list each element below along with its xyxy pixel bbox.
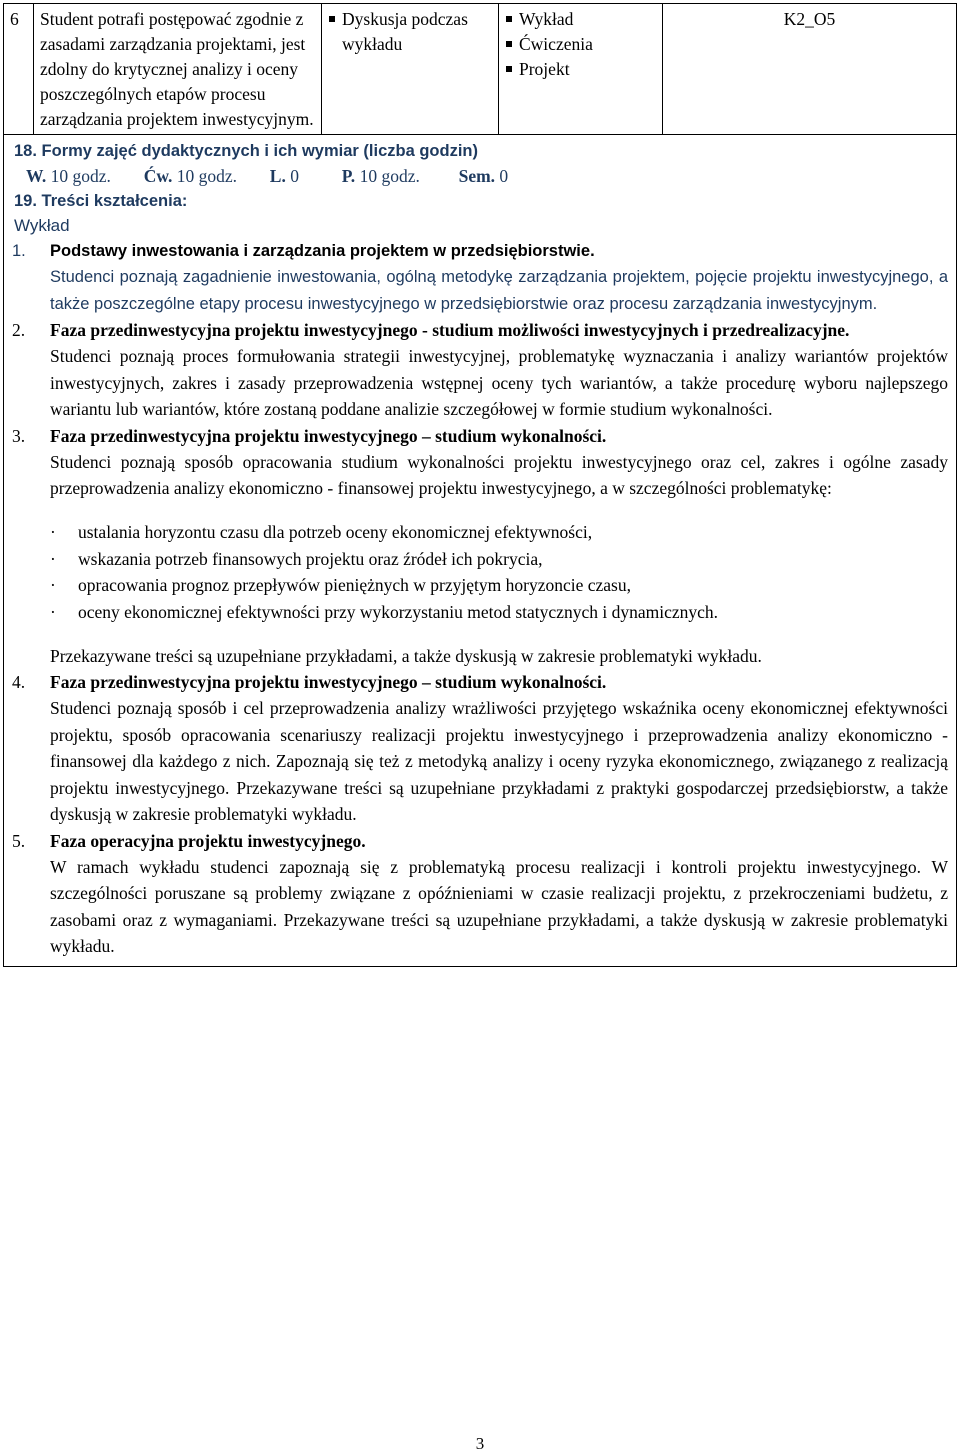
- topic-heading: [12, 828, 948, 854]
- topic-item-list: [50, 519, 948, 625]
- list-item: · wskazania potrzeb finansowych projektu oraz źródeł ich pokrycia,: [50, 546, 948, 573]
- hours-label: P.: [341, 166, 356, 186]
- topic-title: Faza przedinwestycyjna projektu inwestycyjnego – studium wykonalności.: [50, 672, 607, 692]
- hours-label: Ćw.: [143, 166, 173, 186]
- class-type-item: Wykład: [505, 7, 656, 32]
- page-number: 3: [475, 1434, 485, 1453]
- hours-label: L.: [269, 166, 286, 186]
- outcome-code: K2_O5: [663, 4, 957, 135]
- topic-number: 1.: [12, 242, 26, 260]
- verification-form-item: Dyskusja podczas wykładu: [328, 7, 492, 57]
- class-types-cell: [499, 4, 663, 135]
- outcome-number: 6: [4, 4, 34, 135]
- topic-closing: Przekazywane treści są uzupełniane przykładami, a także dyskusją w zakresie problematyki wykładu.: [50, 645, 762, 666]
- learning-outcome-table: [3, 3, 957, 135]
- verification-forms-cell: [322, 4, 499, 135]
- section-number: 18.: [14, 142, 37, 160]
- topic-title: Faza operacyjna projektu inwestycyjnego.: [50, 830, 366, 851]
- topic-title: Faza przedinwestycyjna projektu inwestycyjnego - studium możliwości inwestycyjnych i przedrealizacyjne.: [50, 320, 850, 340]
- outcome-description: Student potrafi postępować zgodnie z zasadami zarządzania projektami, jest zdolny do krytycznej analizy i oceny poszczególnych etapów procesu zarządzania projektem inwestycyjnym.: [34, 4, 322, 135]
- lecture-subheading: Wykład: [14, 216, 70, 235]
- topic-body: Studenci poznają zagadnienie inwestowania, ogólną metodykę zarządzania projektem, pojęcie projektu inwestycyjnego, a także poszczególne etapy procesu inwestycyjnego w przedsiębiorstwie oraz procesu zarządzania inwestycyjnym.: [50, 268, 948, 313]
- section-18-heading: [14, 139, 948, 164]
- topic-heading: [12, 238, 948, 264]
- topic-4: [12, 669, 948, 828]
- table-row: [4, 4, 957, 135]
- section-title: Formy zajęć dydaktycznych i ich wymiar (liczba godzin): [41, 142, 478, 160]
- topic-number: 5.: [12, 830, 26, 851]
- topic-1: [12, 238, 948, 317]
- hours-value: 10 godz.: [50, 166, 111, 186]
- topic-body: Studenci poznają sposób opracowania studium wykonalności projektu inwestycyjnego oraz cel, zakres i ogólne zasady przeprowadzenia analizy ekonomiczno - finansowej projektu inwestycyjnego, a w szczególności problematykę:: [50, 451, 948, 498]
- section-number: 19.: [14, 192, 37, 210]
- hours-value: 0: [290, 166, 299, 186]
- document-page: [3, 3, 957, 967]
- topic-3: [12, 423, 948, 670]
- hours-value: 0: [499, 166, 509, 186]
- hours-value: 10 godz.: [359, 166, 420, 186]
- list-item: · oceny ekonomicznej efektywności przy wykorzystaniu metod statycznych i dynamicznych.: [50, 599, 948, 626]
- section-title: Treści kształcenia:: [41, 192, 188, 210]
- topic-heading: [12, 669, 948, 695]
- topic-2: [12, 317, 948, 423]
- hours-label: Sem.: [458, 166, 496, 186]
- topic-heading: [12, 317, 948, 343]
- topic-body: Studenci poznają proces formułowania strategii inwestycyjnej, problematykę wyznaczania i analizy wariantów projektów inwestycyjnych, zakres i zasady przeprowadzenia wstępnej oceny tych wariantów, a także procedurę wyboru najlepszego wariantu lub wariantów, które zostaną poddane analizie szczegółowej w formie studium wykonalności.: [50, 346, 948, 419]
- list-item: · ustalania horyzontu czasu dla potrzeb oceny ekonomicznej efektywności,: [50, 519, 948, 546]
- topic-heading: [12, 423, 948, 449]
- topic-number: 2.: [12, 320, 26, 340]
- list-item: · opracowania prognoz przepływów pieniężnych w przyjętym horyzoncie czasu,: [50, 572, 948, 599]
- topic-5: [12, 828, 948, 960]
- topic-body: W ramach wykładu studenci zapoznają się z problematyką procesu realizacji i kontroli projektu inwestycyjnego. W szczególności poruszane są problemy związane z opóźnieniami w czasie realizacji projektu, z przekroczeniami budżetu, z zasobami oraz z wymaganiami. Przekazywane treści są uzupełniane przykładami, a także dyskusją w zakresie problematyki wykładu.: [50, 856, 948, 956]
- hours-label: W.: [26, 166, 47, 186]
- hours-value: 10 godz.: [176, 166, 238, 186]
- topic-number: 4.: [12, 672, 26, 692]
- topic-title: Faza przedinwestycyjna projektu inwestycyjnego – studium wykonalności.: [50, 425, 607, 446]
- class-type-item: Projekt: [505, 57, 656, 82]
- topic-body: Studenci poznają sposób i cel przeprowadzenia analizy wrażliwości przyjętego wskaźnika oceny ekonomicznej efektywności projektu, sposób opracowania scenariuszy realizacji projektu inwestycyjnego i przeprowadzenia analizy ekonomiczno - finansowej dla każdego z nich. Zapoznają się też z metodyką analizy i oceny ryzyka ekonomicznego, związanego z realizacją projektu inwestycyjnego. Przekazywane treści są uzupełniane przykładami z praktyki gospodarczej przedsiębiorstw, a także dyskusją w zakresie problematyki wykładu.: [50, 698, 948, 824]
- hours-row: [26, 164, 948, 189]
- class-type-item: Ćwiczenia: [505, 32, 656, 57]
- section-19-heading: [14, 189, 948, 214]
- topic-number: 3.: [12, 425, 26, 446]
- topic-title: Podstawy inwestowania i zarządzania projektem w przedsiębiorstwie.: [50, 242, 595, 260]
- content-box: [3, 135, 957, 967]
